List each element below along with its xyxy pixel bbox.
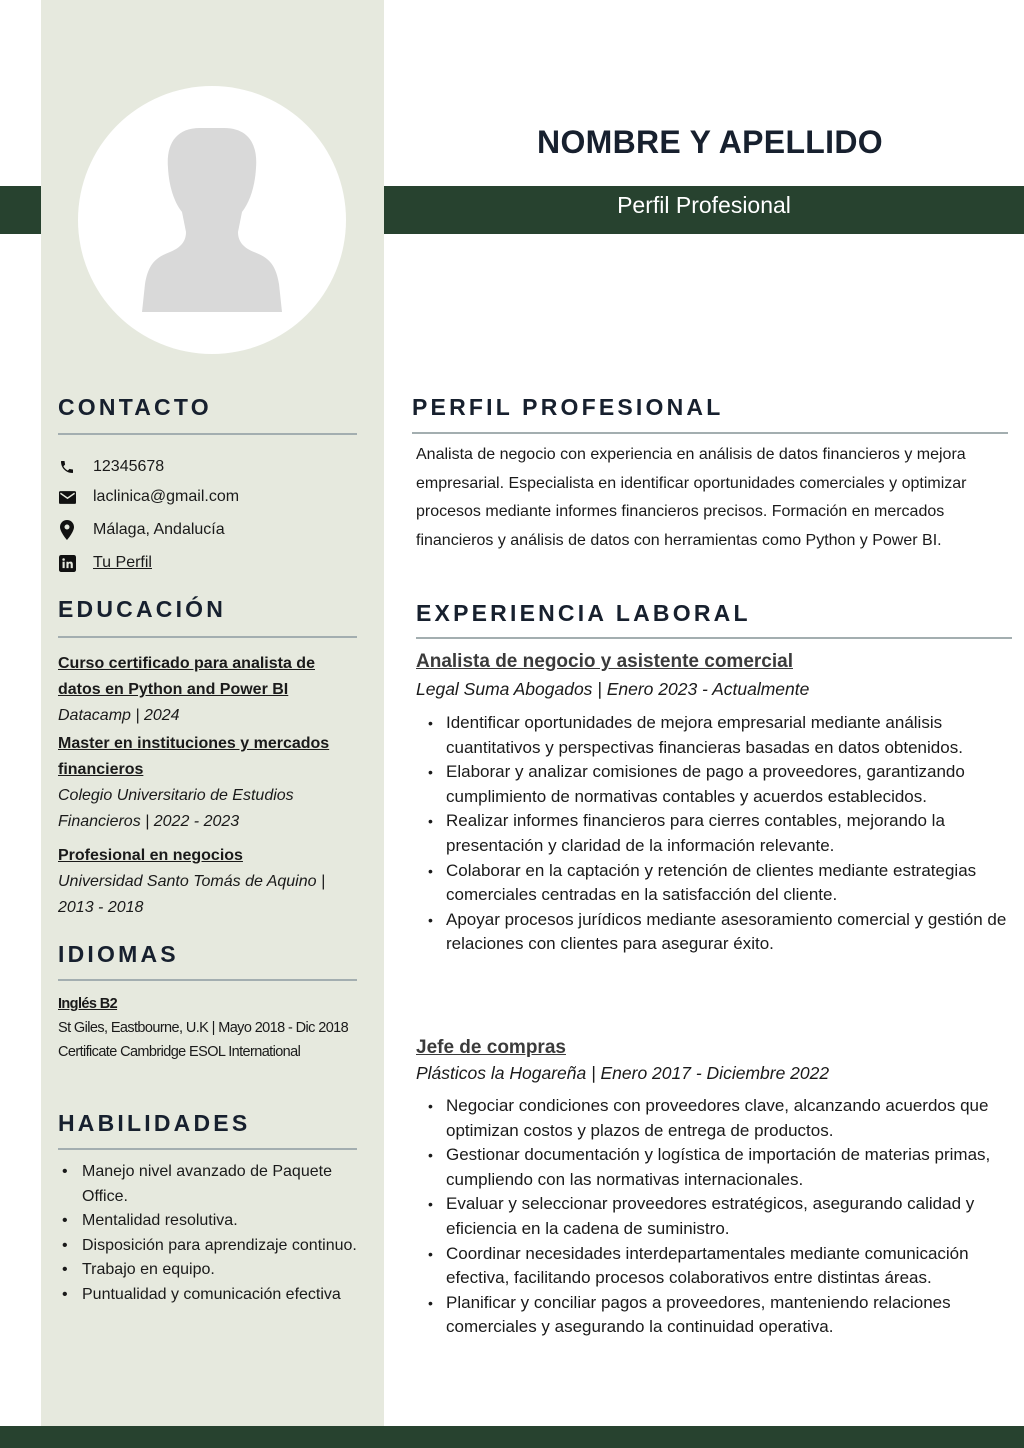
- contact-phone: [58, 455, 165, 479]
- header-band: [384, 186, 1024, 234]
- location-pin-icon: [58, 521, 76, 539]
- linkedin-profile-link[interactable]: Tu Perfil: [93, 554, 152, 571]
- person-silhouette-icon: [78, 86, 346, 354]
- education-item: [58, 651, 358, 729]
- job-duty: • Coordinar necesidades interdepartamentales mediante comunicación efectiva, facilitando procesos colaborativos entre distintas áreas.: [416, 1242, 1016, 1291]
- experience-divider: [416, 637, 1012, 639]
- skills-title: HABILIDADES: [58, 1110, 251, 1136]
- skills-list: [58, 1160, 368, 1308]
- mail-icon: [58, 488, 76, 506]
- profile-summary: Analista de negocio con experiencia en análisis de datos financieros y mejora empresarial. Especialista en identificar oportunidades comerciales y optimizar procesos mediante informes financieros precisos. Formación en mercados financieros y análisis de datos con herramientas como Python y Power BI.: [416, 446, 967, 549]
- languages-title: IDIOMAS: [58, 941, 179, 967]
- job-duty: • Realizar informes financieros para cierres contables, mejorando la presentación y claridad de la información relevante.: [416, 809, 1016, 858]
- language-place: St Giles, Eastbourne, U.K | Mayo 2018 - Dic 2018: [58, 1020, 349, 1036]
- job-duty: • Identificar oportunidades de mejora empresarial mediante análisis cuantitativos y perspectivas financieras basadas en datos obtenidos.: [416, 711, 1016, 760]
- job-duties-list: [416, 1094, 1016, 1340]
- contact-linkedin[interactable]: [58, 551, 152, 575]
- language-certificate: Certificate Cambridge ESOL International: [58, 1044, 301, 1060]
- job-company: Legal Suma Abogados | Enero 2023 - Actualmente: [416, 679, 810, 699]
- email-address[interactable]: laclinica@gmail.com: [93, 488, 240, 505]
- profile-title: PERFIL PROFESIONAL: [412, 394, 724, 420]
- skill-item: • Puntualidad y comunicación efectiva: [58, 1283, 368, 1308]
- education-title: EDUCACIÓN: [58, 596, 227, 622]
- header-subtitle: Perfil Profesional: [617, 192, 791, 218]
- job-title: Analista de negocio y asistente comercial: [416, 651, 793, 672]
- skill-item: • Manejo nivel avanzado de Paquete Office.: [58, 1160, 368, 1209]
- skills-divider: [58, 1148, 357, 1150]
- languages-divider: [58, 979, 357, 981]
- profile-divider: [412, 432, 1008, 434]
- education-item: [58, 843, 358, 921]
- job-duty: • Planificar y conciliar pagos a proveedores, manteniendo relaciones comerciales y asegurando la continuidad operativa.: [416, 1291, 1016, 1340]
- language-item: [58, 992, 358, 1064]
- contact-location: [58, 518, 225, 542]
- phone-number: 12345678: [93, 458, 165, 475]
- full-name: NOMBRE Y APELLIDO: [537, 124, 883, 160]
- skill-item: • Disposición para aprendizaje continuo.: [58, 1234, 368, 1259]
- phone-icon: [58, 458, 76, 476]
- location-text: Málaga, Andalucía: [93, 521, 225, 538]
- contact-email: [58, 485, 240, 509]
- job-duty: • Negociar condiciones con proveedores clave, alcanzando acuerdos que optimizan costos y plazos de entrega de productos.: [416, 1094, 1016, 1143]
- job-duties-list: [416, 711, 1016, 957]
- job-duty: • Evaluar y seleccionar proveedores estratégicos, asegurando calidad y eficiencia en la cadena de suministro.: [416, 1192, 1016, 1241]
- contact-divider: [58, 433, 357, 435]
- job-duty: • Elaborar y analizar comisiones de pago a proveedores, garantizando cumplimiento de normativas contables y acuerdos establecidos.: [416, 760, 1016, 809]
- profile-photo: [78, 86, 346, 354]
- job-duty: • Colaborar en la captación y retención de clientes mediante estrategias comerciales centradas en la satisfacción del cliente.: [416, 859, 1016, 908]
- footer-bar: [0, 1426, 1024, 1448]
- skill-item: • Trabajo en equipo.: [58, 1258, 368, 1283]
- job-duty: • Gestionar documentación y logística de importación de materias primas, cumpliendo con las normativas internacionales.: [416, 1143, 1016, 1192]
- education-item: [58, 731, 358, 835]
- education-degree: Profesional en negocios: [58, 847, 243, 864]
- education-divider: [58, 636, 357, 638]
- contact-title: CONTACTO: [58, 394, 212, 420]
- education-institution: Datacamp | 2024: [58, 707, 180, 724]
- education-degree: Master en instituciones y mercados financieros: [58, 735, 330, 778]
- job-title: Jefe de compras: [416, 1037, 566, 1058]
- skill-item: • Mentalidad resolutiva.: [58, 1209, 368, 1234]
- language-name: Inglés B2: [58, 996, 118, 1012]
- header-band-left: [0, 186, 41, 234]
- job-company: Plásticos la Hogareña | Enero 2017 - Diciembre 2022: [416, 1063, 830, 1083]
- education-degree: Curso certificado para analista de datos en Python and Power BI: [58, 655, 315, 698]
- job-duty: • Apoyar procesos jurídicos mediante asesoramiento comercial y gestión de relaciones con clientes para asegurar éxito.: [416, 908, 1016, 957]
- linkedin-icon: [58, 554, 76, 572]
- education-institution: Universidad Santo Tomás de Aquino | 2013 - 2018: [58, 873, 326, 916]
- experience-title: EXPERIENCIA LABORAL: [416, 600, 751, 626]
- education-institution: Colegio Universitario de Estudios Financieros | 2022 - 2023: [58, 787, 294, 830]
